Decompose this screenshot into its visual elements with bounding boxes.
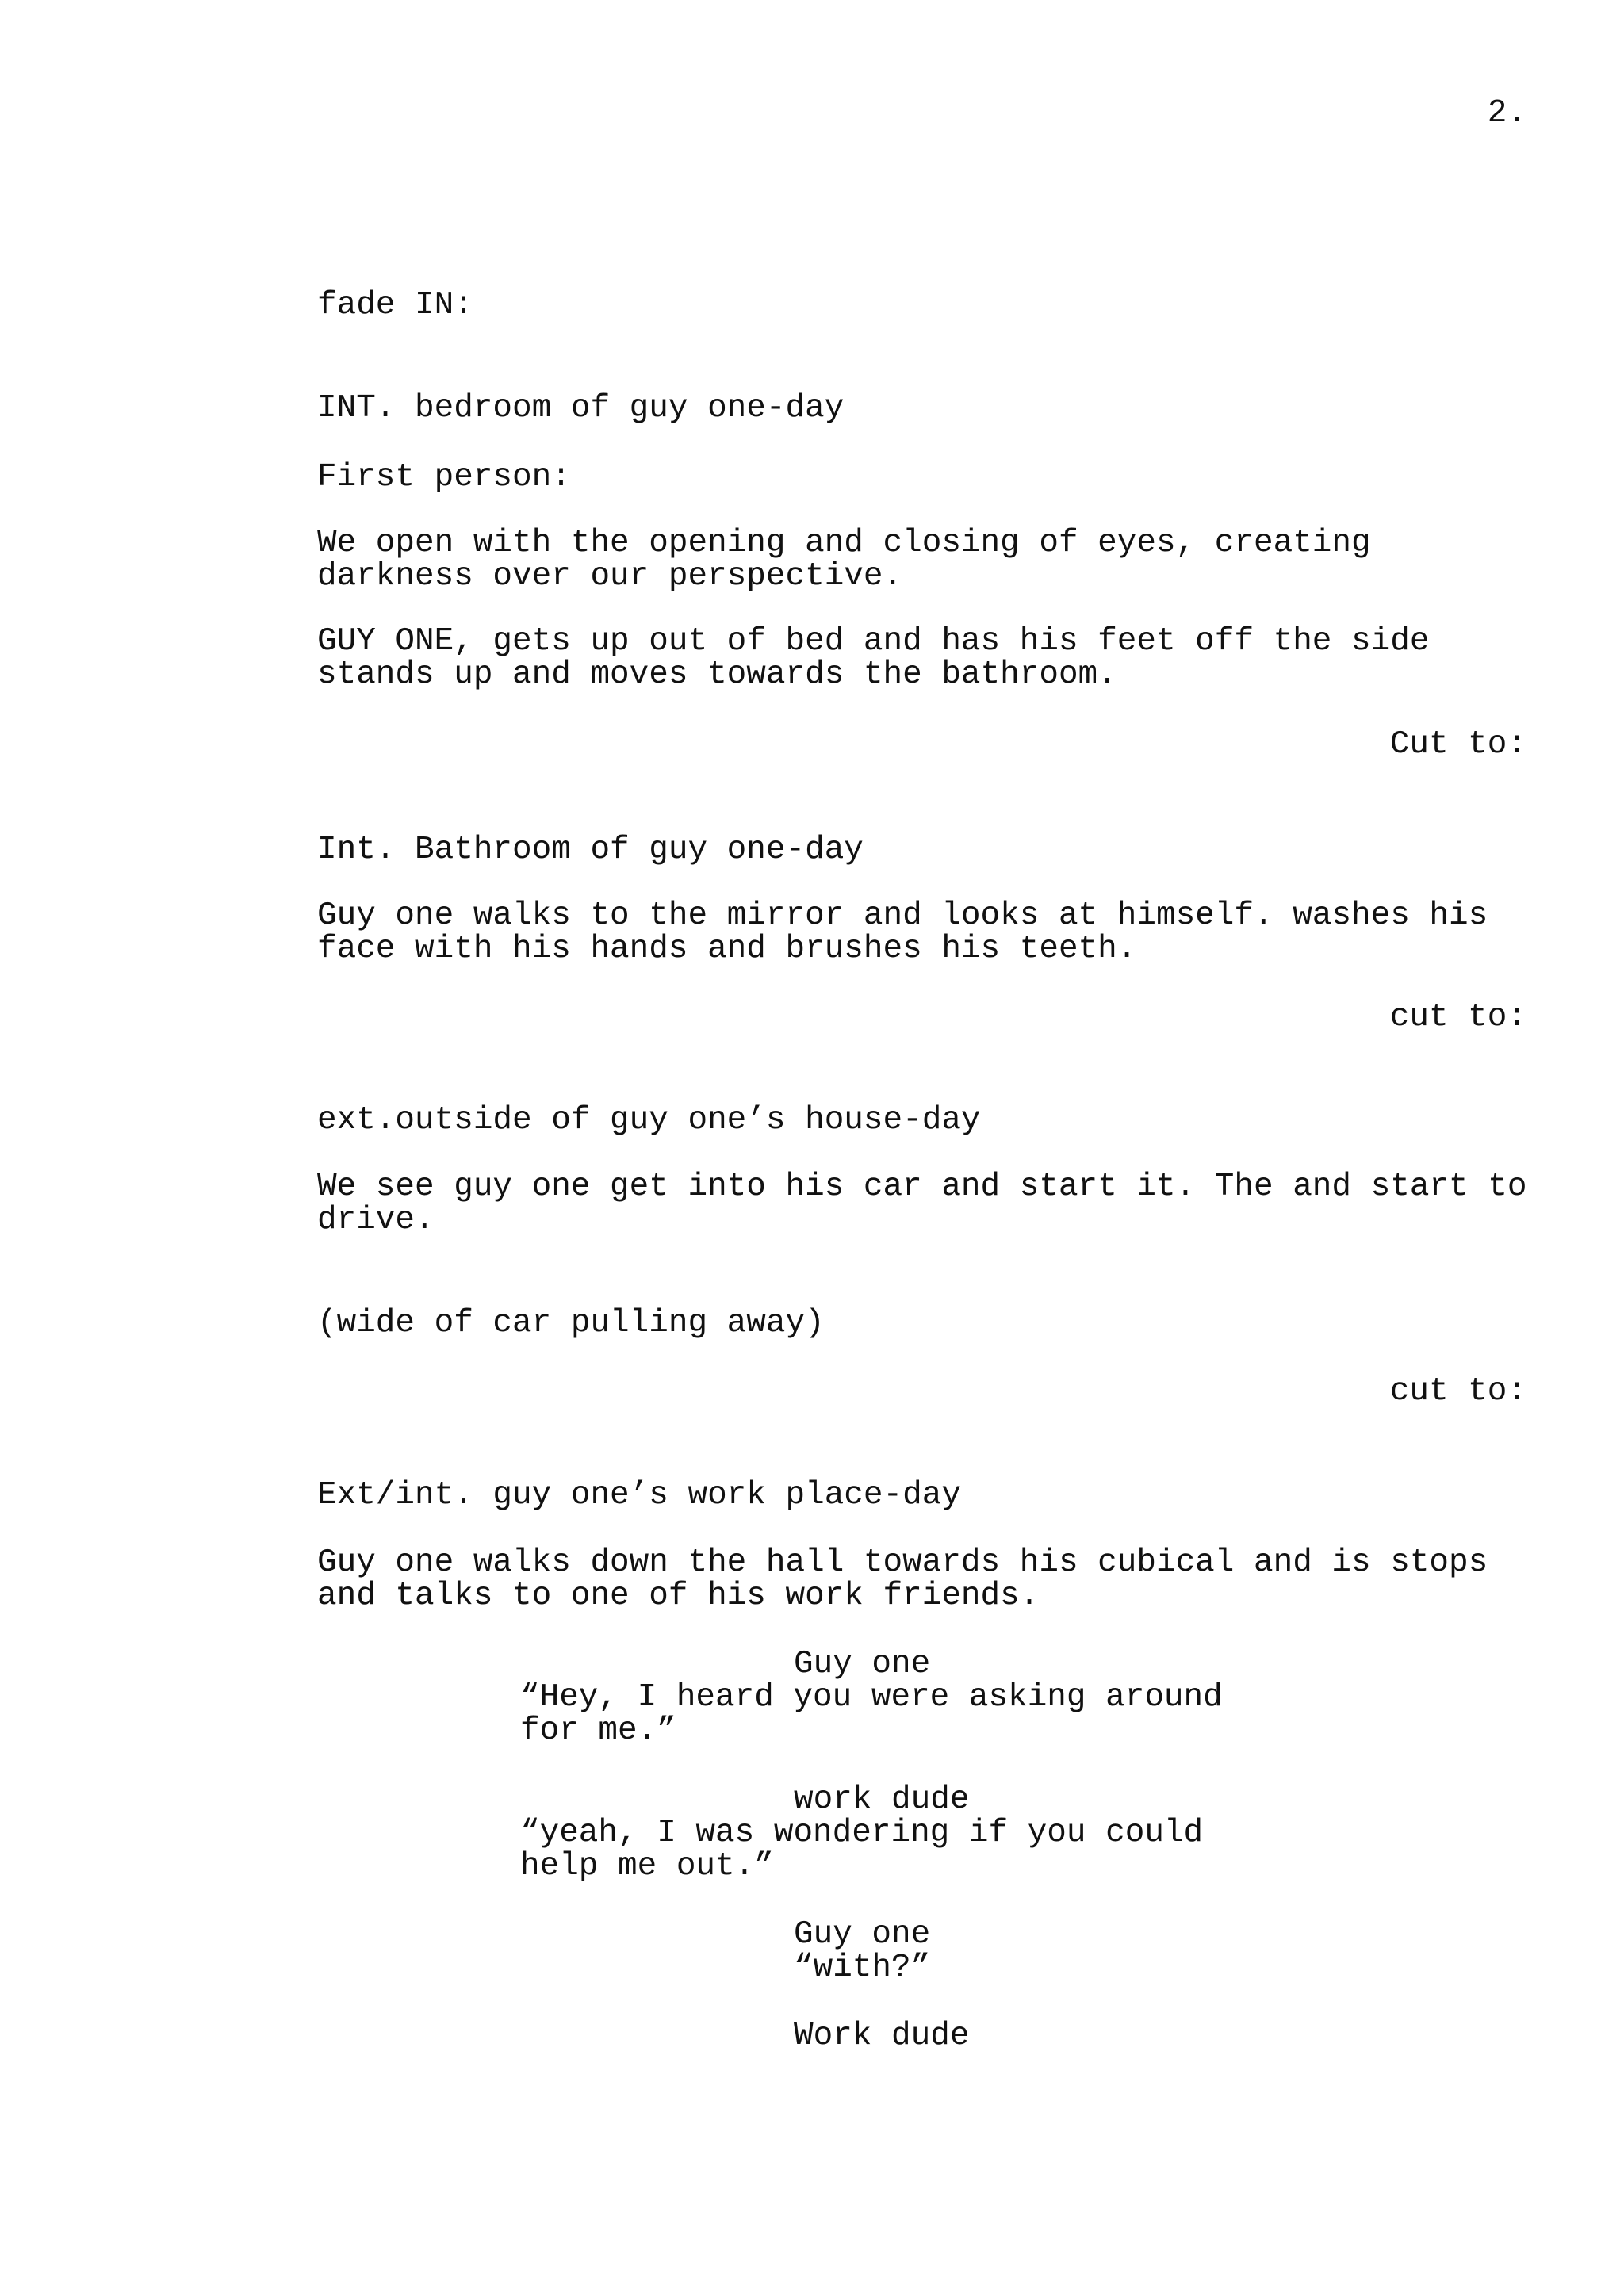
scene-heading: ext.outside of guy one’s house-day <box>317 1102 981 1138</box>
action-text: GUY ONE, gets up out of bed and has his feet off the side stands up and moves towards the bathroom. <box>317 623 1430 693</box>
transition: cut to: <box>1389 1373 1526 1410</box>
dialogue-line: “with?” <box>794 1950 931 1986</box>
dialogue-line: “yeah, I was wondering if you could help me out.” <box>520 1815 1204 1885</box>
action-text: Guy one walks down the hall towards his cubical and is stops and talks to one of his work friends. <box>317 1544 1488 1614</box>
character-name: Guy one <box>794 1916 931 1953</box>
scene-subheading: First person: <box>317 459 571 496</box>
action-text: (wide of car pulling away) <box>317 1305 825 1341</box>
dialogue-line: “Hey, I heard you were asking around for me.” <box>520 1679 1223 1749</box>
page-number: 2. <box>1487 95 1526 132</box>
scene-heading: INT. bedroom of guy one-day <box>317 390 845 427</box>
character-name: Guy one <box>794 1646 931 1682</box>
character-name: Work dude <box>794 2018 970 2054</box>
action-text: We open with the opening and closing of eyes, creating darkness over our perspective. <box>317 525 1371 595</box>
scene-heading: Ext/int. guy one’s work place-day <box>317 1477 961 1513</box>
action-text: Guy one walks to the mirror and looks at himself. washes his face with his hands and brushes his teeth. <box>317 897 1488 967</box>
fade-in-transition: fade IN: <box>317 287 473 323</box>
transition: cut to: <box>1389 999 1526 1035</box>
scene-heading: Int. Bathroom of guy one-day <box>317 832 864 868</box>
action-text: We see guy one get into his car and start it. The and start to drive. <box>317 1169 1527 1238</box>
transition: Cut to: <box>1389 726 1526 763</box>
character-name: work dude <box>794 1781 970 1818</box>
